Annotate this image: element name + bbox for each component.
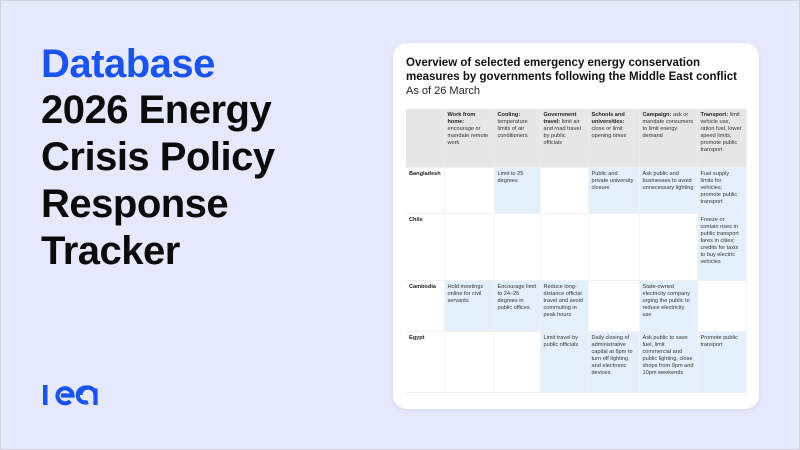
hero-text bbox=[41, 41, 381, 275]
tracker-card bbox=[393, 43, 759, 409]
column-header-work-from-home: Work from home: encourage or mandate remote work bbox=[444, 109, 494, 168]
table-cell: Limit to 25 degrees bbox=[494, 168, 540, 214]
column-header-government-travel: Government travel: limit air and road travel by public officials bbox=[540, 109, 588, 168]
table-cell bbox=[494, 332, 540, 393]
card-subtitle: As of 26 March bbox=[406, 85, 480, 97]
card-title: Overview of selected emergency energy conservation measures by governments following the Middle East conflict bbox=[406, 57, 738, 83]
table-cell: State-owned electricity company urging the public to reduce electricity use bbox=[639, 281, 697, 332]
country-cell: Egypt bbox=[406, 332, 444, 393]
country-cell: Bangladesh bbox=[406, 168, 444, 214]
table-cell bbox=[444, 168, 494, 214]
table-cell: Reduce long-distance official travel and avoid commuting in peak hours bbox=[540, 281, 588, 332]
table-row bbox=[406, 214, 746, 281]
table-cell: Encourage limit to 24–25 degrees in public offices bbox=[494, 281, 540, 332]
column-header-campaign: Campaign: ask or mandate consumers to limit energy demand bbox=[639, 109, 697, 168]
table-cell: Hold meetings online for civil servants bbox=[444, 281, 494, 332]
country-cell: Cambodia bbox=[406, 281, 444, 332]
iea-logo-icon bbox=[42, 382, 102, 408]
header-corner bbox=[406, 109, 444, 168]
column-header-transport: Transport: limit vehicle use, ration fuel, lower speed limits, promote public transport bbox=[697, 109, 746, 168]
table-cell: Ask public and businesses to avoid unnecessary lighting bbox=[639, 168, 697, 214]
column-header-schools: Schools and universities: close or limit opening times bbox=[588, 109, 639, 168]
table-header-row bbox=[406, 109, 746, 168]
table-cell bbox=[697, 281, 746, 332]
table-cell bbox=[540, 168, 588, 214]
table-row bbox=[406, 281, 746, 332]
table-cell: Daily closing of administrative capital at 6pm to turn off lighting and electronic devices bbox=[588, 332, 639, 393]
iea-logo bbox=[42, 382, 102, 413]
table-row bbox=[406, 332, 746, 393]
table-cell bbox=[588, 214, 639, 281]
page-title bbox=[41, 87, 381, 275]
table-cell bbox=[444, 332, 494, 393]
column-header-cooling: Cooling: temperature limits of air conditioners bbox=[494, 109, 540, 168]
title-line: Tracker bbox=[41, 229, 180, 273]
table-cell bbox=[444, 214, 494, 281]
table-cell bbox=[494, 214, 540, 281]
table-cell: Promote public transport bbox=[697, 332, 746, 393]
table-cell bbox=[588, 281, 639, 332]
table-cell: Freeze or contain rises in public transport fares in cities; credits for taxis to buy electric vehicles bbox=[697, 214, 746, 281]
policy-table bbox=[406, 109, 747, 393]
table-row bbox=[406, 168, 746, 214]
table-cell: Ask public to save fuel, limit commercial and public lighting, close shops from 9pm and 10pm weekends bbox=[639, 332, 697, 393]
country-cell: Chile bbox=[406, 214, 444, 281]
table-cell bbox=[540, 214, 588, 281]
database-label: Database bbox=[41, 42, 215, 86]
title-line: 2026 Energy bbox=[41, 88, 272, 132]
title-line: Crisis Policy bbox=[41, 135, 275, 179]
title-line: Response bbox=[41, 182, 229, 226]
table-cell bbox=[639, 214, 697, 281]
table-cell: Fuel supply limits for vehicles; promote public transport bbox=[697, 168, 746, 214]
table-cell: Limit travel by public officials bbox=[540, 332, 588, 393]
table-cell: Public and private university closure bbox=[588, 168, 639, 214]
